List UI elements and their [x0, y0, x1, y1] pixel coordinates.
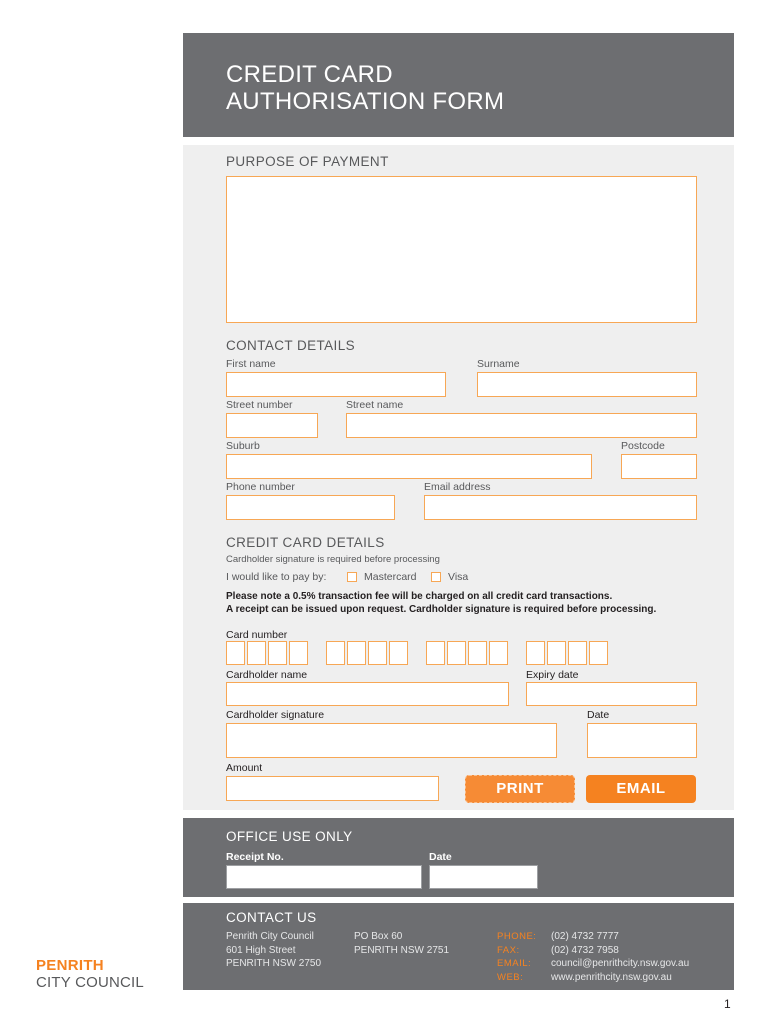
cardholder-name-label: Cardholder name: [226, 669, 308, 681]
phone-label: Phone number: [226, 481, 295, 493]
surname-field[interactable]: [477, 372, 697, 397]
street-number-label: Street number: [226, 399, 293, 411]
fee-note-line-1: Please note a 0.5% transaction fee will be charged on all credit card transactions.: [226, 591, 613, 602]
contact-us-heading: CONTACT US: [226, 910, 317, 925]
card-digit-cell[interactable]: [289, 641, 308, 665]
postcode-field[interactable]: [621, 454, 697, 479]
card-digit-cell[interactable]: [447, 641, 466, 665]
card-digit-cell[interactable]: [326, 641, 345, 665]
suburb-field[interactable]: [226, 454, 592, 479]
print-button[interactable]: PRINT: [465, 775, 575, 803]
amount-label: Amount: [226, 762, 263, 774]
purpose-heading: PURPOSE OF PAYMENT: [226, 154, 389, 169]
visa-checkbox[interactable]: [431, 572, 441, 582]
council-address: Penrith City Council 601 High Street PENRITH NSW 2750: [226, 931, 322, 969]
page-number: 1: [724, 997, 731, 1011]
contact-us-section: [183, 903, 734, 990]
card-digit-cell[interactable]: [489, 641, 508, 665]
card-digit-cell[interactable]: [268, 641, 287, 665]
form-panel: [183, 145, 734, 810]
card-digit-cell[interactable]: [526, 641, 545, 665]
card-digit-cell[interactable]: [226, 641, 245, 665]
expiry-date-field[interactable]: [526, 682, 697, 706]
contact-values: (02) 4732 7777 (02) 4732 7958 council@penrithcity.nsw.gov.au www.penrithcity.nsw.gov.au: [551, 931, 690, 983]
card-digit-cell[interactable]: [589, 641, 608, 665]
visa-label: Visa: [448, 571, 469, 583]
first-name-field[interactable]: [226, 372, 446, 397]
office-date-field[interactable]: [429, 865, 538, 889]
cardholder-signature-field[interactable]: [226, 723, 557, 758]
surname-label: Surname: [477, 358, 520, 370]
street-name-label: Street name: [346, 399, 404, 411]
date-field[interactable]: [587, 723, 697, 758]
street-number-field[interactable]: [226, 413, 318, 438]
office-use-section: [183, 818, 734, 897]
purpose-field[interactable]: [226, 176, 697, 323]
amount-field[interactable]: [226, 776, 439, 801]
email-label: Email address: [424, 481, 491, 493]
first-name-label: First name: [226, 358, 276, 370]
card-digit-cell[interactable]: [547, 641, 566, 665]
contact-type-labels: PHONE: FAX: EMAIL: WEB:: [497, 931, 537, 983]
receipt-no-field[interactable]: [226, 865, 422, 889]
card-digit-cell[interactable]: [568, 641, 587, 665]
contact-details-heading: CONTACT DETAILS: [226, 338, 356, 353]
fee-note-line-2: A receipt can be issued upon request. Cardholder signature is required before processing.: [226, 604, 657, 615]
office-use-heading: OFFICE USE ONLY: [226, 829, 353, 844]
postcode-label: Postcode: [621, 440, 665, 452]
expiry-date-label: Expiry date: [526, 669, 579, 681]
cardholder-name-field[interactable]: [226, 682, 509, 706]
date-label: Date: [587, 709, 610, 721]
card-digit-cell[interactable]: [426, 641, 445, 665]
receipt-no-label: Receipt No.: [226, 851, 284, 863]
street-name-field[interactable]: [346, 413, 697, 438]
card-digit-cell[interactable]: [247, 641, 266, 665]
council-logo-line-1: PENRITH: [36, 957, 104, 974]
po-box-address: PO Box 60 PENRITH NSW 2751: [354, 931, 450, 956]
card-number-label: Card number: [226, 629, 288, 641]
signature-note: Cardholder signature is required before processing: [226, 554, 440, 565]
card-details-heading: CREDIT CARD DETAILS: [226, 535, 385, 550]
card-digit-cell[interactable]: [347, 641, 366, 665]
suburb-label: Suburb: [226, 440, 260, 452]
form-header: [183, 33, 734, 137]
card-digit-cell[interactable]: [468, 641, 487, 665]
email-field[interactable]: [424, 495, 697, 520]
form-title: CREDIT CARD AUTHORISATION FORM: [226, 61, 505, 115]
cardholder-signature-label: Cardholder signature: [226, 709, 325, 721]
pay-by-label: I would like to pay by:: [226, 571, 327, 583]
mastercard-label: Mastercard: [364, 571, 417, 583]
office-date-label: Date: [429, 851, 452, 863]
mastercard-checkbox[interactable]: [347, 572, 357, 582]
council-logo-line-2: CITY COUNCIL: [36, 974, 144, 991]
card-digit-cell[interactable]: [368, 641, 387, 665]
card-digit-cell[interactable]: [389, 641, 408, 665]
email-button[interactable]: EMAIL: [586, 775, 696, 803]
phone-field[interactable]: [226, 495, 395, 520]
